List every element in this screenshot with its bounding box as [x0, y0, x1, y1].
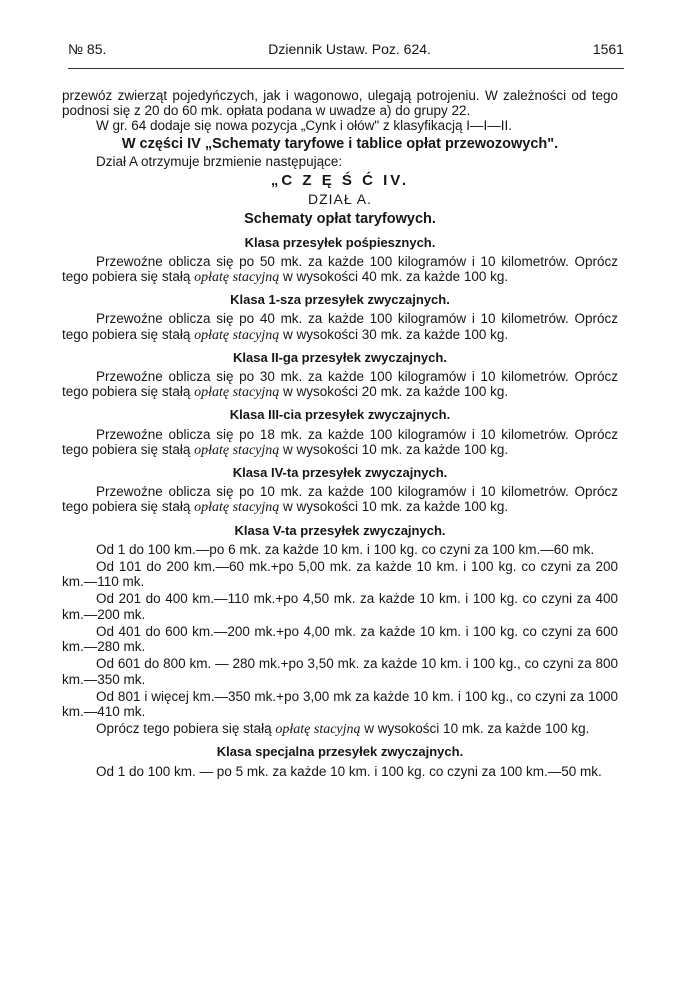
class-title: Klasa specjalna przesyłek zwyczajnych.	[216, 744, 464, 760]
class-paragraph: Przewoźne oblicza się po 18 mk. za każde 100 kilogramów i 10 kilometrów. Oprócz tego pobiera się stałą opłatę stacyjną w wysokości 10 mk. za każde 100 kg.	[62, 426, 618, 458]
class-title: Klasa II-ga przesyłek zwyczajnych.	[233, 349, 447, 365]
class-paragraph: Oprócz tego pobiera się stałą opłatę stacyjną w wysokości 10 mk. za każde 100 kg.	[96, 721, 590, 738]
class-paragraph: Przewoźne oblicza się po 10 mk. za każde 100 kilogramów i 10 kilometrów. Oprócz tego pobiera się stałą opłatę stacyjną w wysokości 10 mk. za każde 100 kg.	[62, 484, 618, 516]
class-paragraph: Przewoźne oblicza się po 30 mk. za każde 100 kilogramów i 10 kilometrów. Oprócz tego pobiera się stałą opłatę stacyjną w wysokości 20 mk. za każde 100 kg.	[62, 369, 618, 401]
intro-paragraph: W gr. 64 dodaje się nowa pozycja „Cynk i ołów" z klasyfikacją I—I—II.	[96, 118, 512, 134]
tariff-row: Od 1 do 100 km.—po 6 mk. za każde 10 km. i 100 kg. co czyni za 100 km.—60 mk.	[96, 541, 595, 557]
page-number: 1561	[592, 41, 624, 57]
part-title: „C Z Ę Ś Ć IV.	[270, 172, 410, 190]
class-title: Klasa V-ta przesyłek zwyczajnych.	[234, 522, 446, 538]
page-header	[68, 38, 624, 60]
class-title: Klasa IV-ta przesyłek zwyczajnych.	[232, 465, 448, 481]
class-paragraph: Przewoźne oblicza się po 50 mk. za każde 100 kilogramów i 10 kilometrów. Oprócz tego pobiera się stałą opłatę stacyjną w wysokości 40 mk. za każde 100 kg.	[62, 253, 618, 286]
section-intro: Dział A otrzymuje brzmienie następujące:	[96, 153, 343, 169]
tariff-row: Od 401 do 600 km.—200 mk.+po 4,00 mk. za każde 10 km. i 100 kg. co czyni za 600 km.—280 mk.	[62, 623, 618, 655]
class-paragraph: Przewoźne oblicza się po 40 mk. za każde 100 kilogramów i 10 kilometrów. Oprócz tego pobiera się stałą opłatę stacyjną w wysokości 30 mk. za każde 100 kg.	[62, 311, 618, 343]
section-heading: W części IV „Schematy taryfowe i tablice opłat przewozowych".	[121, 135, 559, 152]
tariff-row: Od 801 i więcej km.—350 mk.+po 3,00 mk za każde 10 km. i 100 kg., co czyni za 1000 km.—410 mk.	[62, 688, 618, 719]
class-title: Klasa III-cia przesyłek zwyczajnych.	[229, 407, 451, 423]
tariff-row: Od 101 do 200 km.—60 mk.+po 5,00 mk. za każde 10 km. i 100 kg. co czyni za 200 km.—110 mk.	[62, 559, 618, 590]
issue-number: № 85.	[68, 41, 107, 57]
tariff-row: Od 601 do 800 km. — 280 mk.+po 3,50 mk. za każde 10 km. i 100 kg., co czyni za 800 km.—350 mk.	[62, 656, 618, 687]
intro-paragraph: przewóz zwierząt pojedyńczych, jak i wagonowo, ulegają potrojeniu. W zależności od tego podnosi się z 20 do 60 mk. opłata podana w uwadze a) do grupy 22.	[62, 88, 618, 119]
dzial-title: DZIAŁ A.	[307, 191, 373, 208]
tariff-row: Od 201 do 400 km.—110 mk.+po 4,50 mk. za każde 10 km. i 100 kg. co czyni za 400 km.—200 mk.	[62, 591, 618, 622]
document-body	[62, 88, 618, 779]
class-title: Klasa 1-sza przesyłek zwyczajnych.	[230, 292, 450, 308]
journal-title: Dziennik Ustaw. Poz. 624.	[268, 41, 431, 57]
schemes-title: Schematy opłat taryfowych.	[244, 211, 436, 228]
header-rule	[68, 68, 624, 69]
class-title: Klasa przesyłek pośpiesznych.	[244, 234, 436, 250]
tariff-row: Od 1 do 100 km. — po 5 mk. za każde 10 km. i 100 kg. co czyni za 100 km.—50 mk.	[96, 763, 602, 779]
